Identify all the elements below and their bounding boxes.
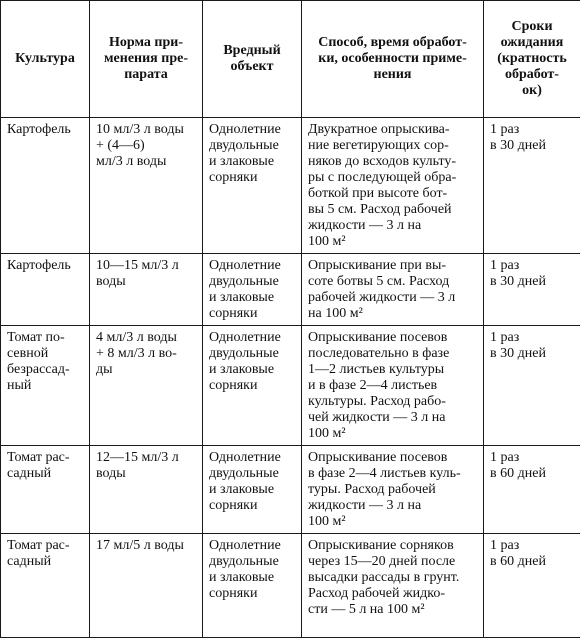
table-body [1, 118, 580, 638]
cell-crop: Картофель [1, 118, 90, 254]
cell-method: Опрыскивание посевов последовательно в фазе 1—2 листьев культуры и в фазе 2—4 листьев культуры. Расход рабо- чей жидкости — 3 л на 100 м² [302, 326, 484, 446]
cell-target: Однолетние двудольные и злаковые сорняки [203, 118, 302, 254]
cell-rate: 4 мл/3 л воды + 8 мл/3 л во- ды [90, 326, 203, 446]
cell-timing: 1 раз в 60 дней [484, 446, 580, 534]
cell-target: Однолетние двудольные и злаковые сорняки [203, 254, 302, 326]
cell-timing: 1 раз в 30 дней [484, 326, 580, 446]
cell-method: Опрыскивание при вы- соте ботвы 5 см. Расход рабочей жидкости — 3 л на 100 м² [302, 254, 484, 326]
header-row [1, 1, 580, 118]
header-waiting-period: Сроки ожидания (кратность обработ- ок) [484, 1, 580, 118]
cell-crop: Томат по- севной безрассад- ный [1, 326, 90, 446]
table-row [1, 254, 580, 326]
table-header [1, 1, 580, 118]
header-application-rate: Норма при- менения пре- парата [90, 1, 203, 118]
cell-method: Двукратное опрыскива- ние вегетирующих сор- няков до всходов культу- ры с последующей обра- боткой при высоте бот- вы 5 см. Расход рабочей жидкости — 3 л на 100 м² [302, 118, 484, 254]
cell-rate: 10—15 мл/3 л воды [90, 254, 203, 326]
cell-crop: Томат рас- садный [1, 446, 90, 534]
table-row [1, 534, 580, 638]
cell-method: Опрыскивание посевов в фазе 2—4 листьев куль- туры. Расход рабочей жидкости — 3 л на 100 м² [302, 446, 484, 534]
cell-timing: 1 раз в 60 дней [484, 534, 580, 638]
cell-method: Опрыскивание сорняков через 15—20 дней после высадки рассады в грунт. Расход рабочей жидко- сти — 5 л на 100 м² [302, 534, 484, 638]
cell-timing: 1 раз в 30 дней [484, 254, 580, 326]
cell-rate: 10 мл/3 л воды + (4—6) мл/3 л воды [90, 118, 203, 254]
cell-target: Однолетние двудольные и злаковые сорняки [203, 534, 302, 638]
table-row [1, 446, 580, 534]
cell-target: Однолетние двудольные и злаковые сорняки [203, 326, 302, 446]
cell-target: Однолетние двудольные и злаковые сорняки [203, 446, 302, 534]
table-row [1, 118, 580, 254]
cell-crop: Томат рас- садный [1, 534, 90, 638]
header-crop: Культура [1, 1, 90, 118]
header-harmful-object: Вредный объект [203, 1, 302, 118]
table-row [1, 326, 580, 446]
header-treatment-method: Способ, время обработ- ки, особенности приме- нения [302, 1, 484, 118]
cell-rate: 12—15 мл/3 л воды [90, 446, 203, 534]
cell-crop: Картофель [1, 254, 90, 326]
cell-rate: 17 мл/5 л воды [90, 534, 203, 638]
cell-timing: 1 раз в 30 дней [484, 118, 580, 254]
